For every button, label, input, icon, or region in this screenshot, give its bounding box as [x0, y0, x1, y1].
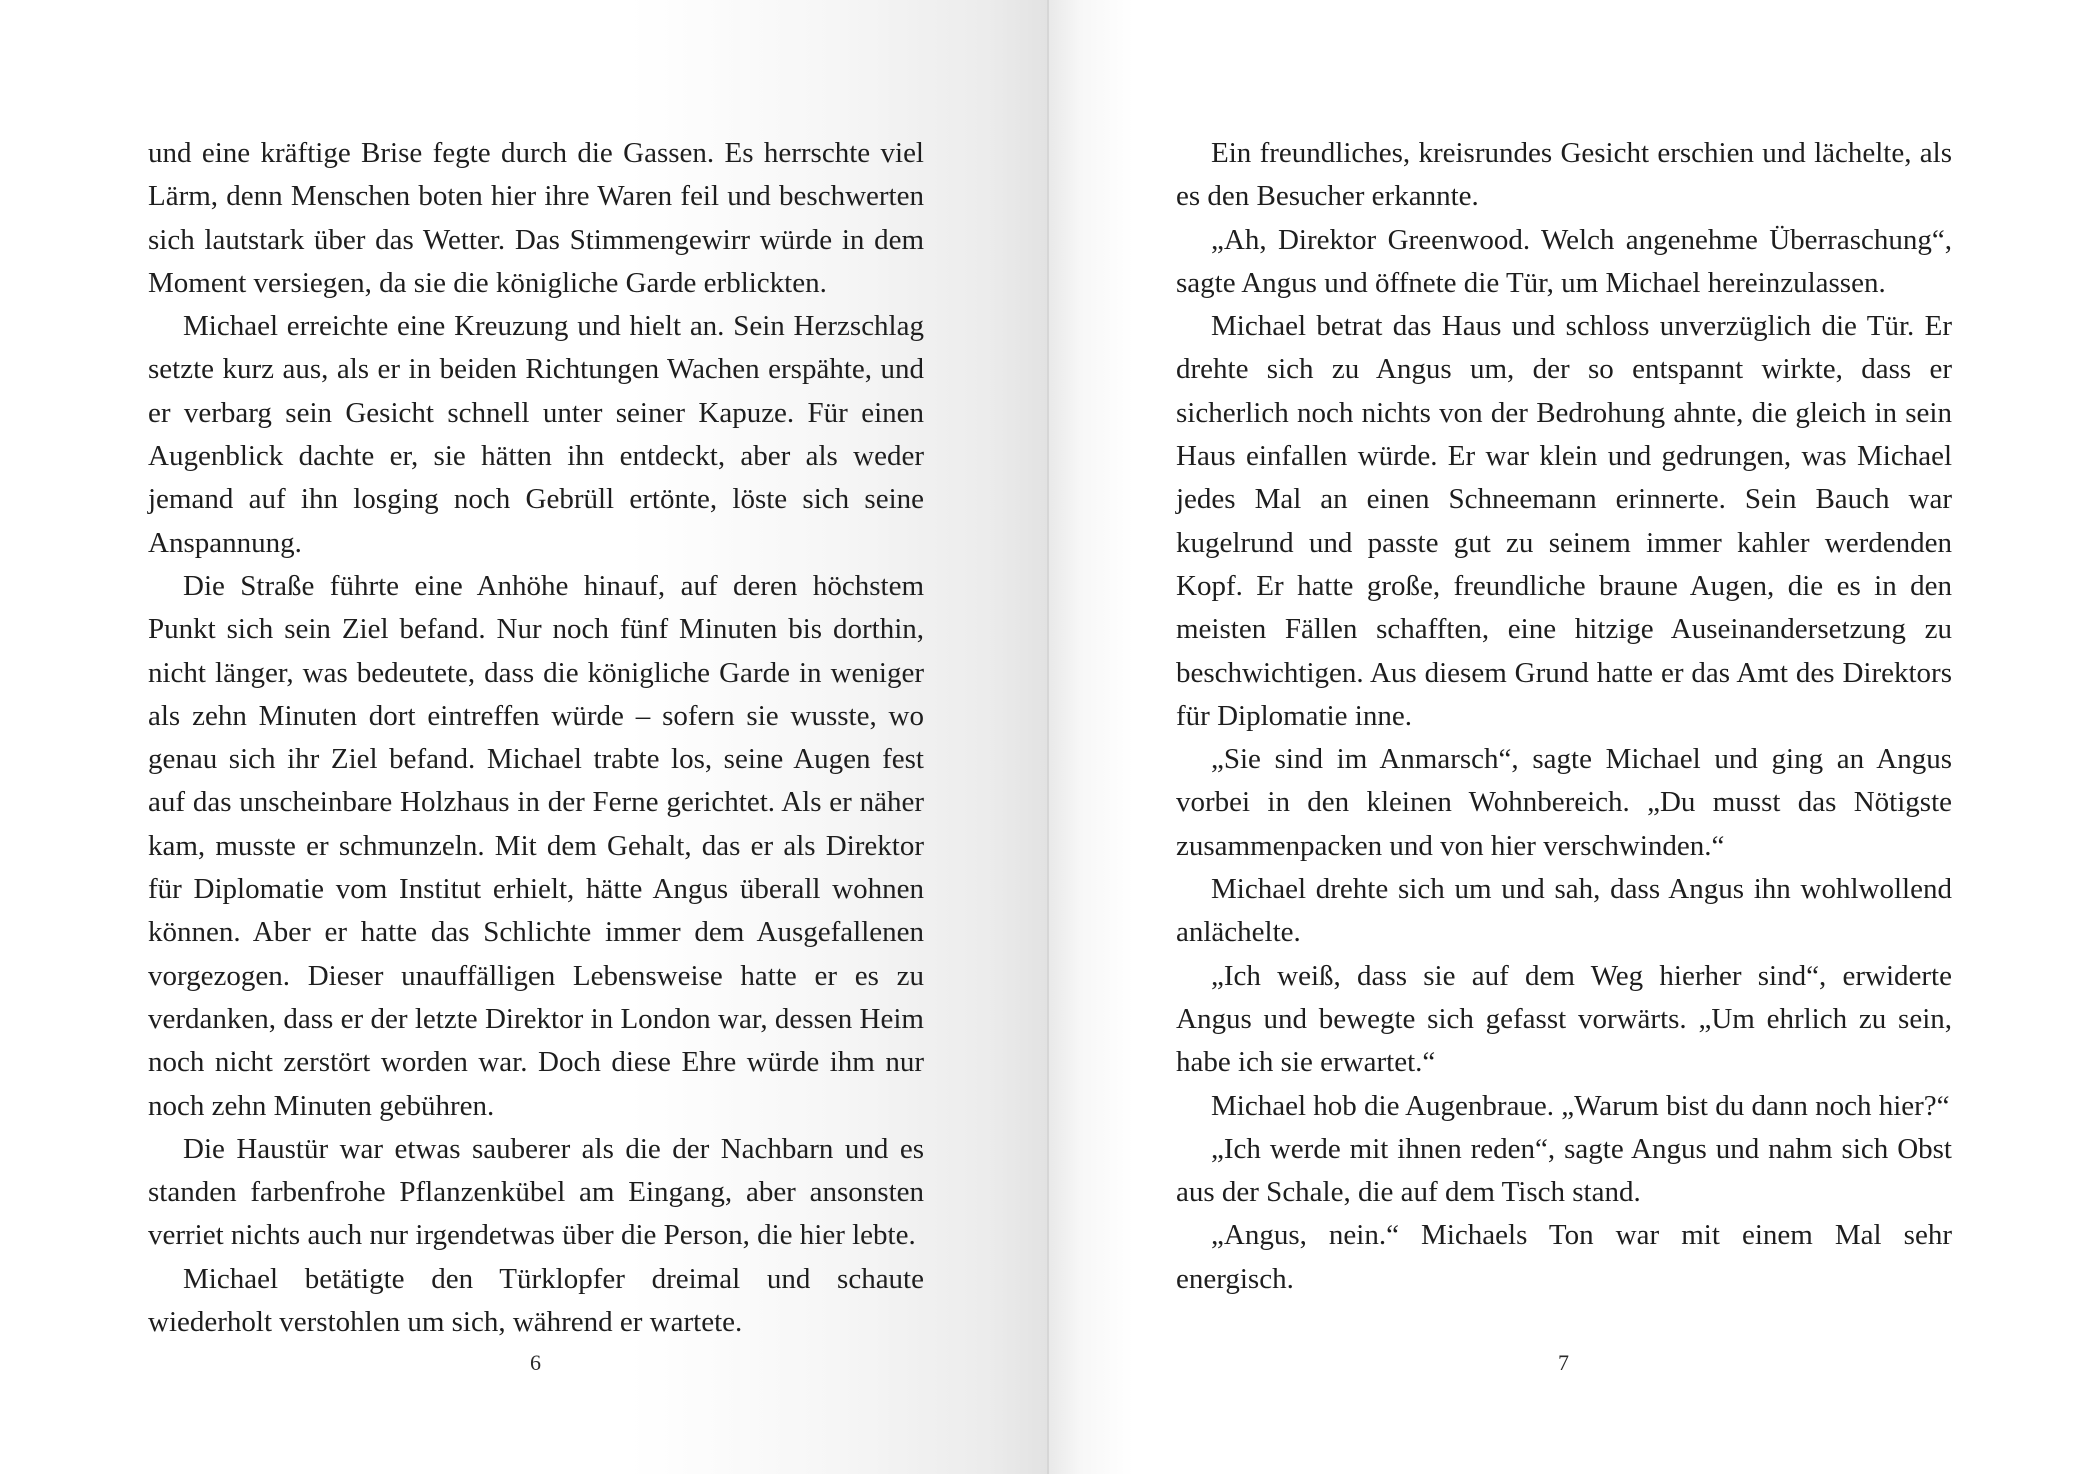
- paragraph: Die Straße führte eine Anhöhe hinauf, auf deren höchstem Punkt sich sein Ziel befand. Nur noch fünf Minuten bis dorthin, nicht länger, was bedeutete, dass die königliche Garde in weniger als zehn Minuten dort eintreffen würde – sofern sie wusste, wo genau sich ihr Ziel befand. Michael trabte los, seine Augen fest auf das unscheinbare Holzhaus in der Ferne gerichtet. Als er näher kam, musste er schmunzeln. Mit dem Gehalt, das er als Direktor für Diplomatie vom Institut erhielt, hätte Angus überall wohnen können. Aber er hatte das Schlichte immer dem Ausgefallenen vorgezogen. Dieser unauffälligen Lebensweise hatte er es zu verdanken, dass er der letzte Direktor in London war, dessen Heim noch nicht zerstört worden war. Doch diese Ehre würde ihm nur noch zehn Minuten gebühren.: [148, 569, 924, 1122]
- paragraph: und eine kräftige Brise fegte durch die Gassen. Es herrschte viel Lärm, denn Menschen boten hier ihre Waren feil und beschwerten sich lautstark über das Wetter. Das Stimmengewirr würde in dem Moment versiegen, da sie die königliche Garde erblickten.: [148, 137, 924, 299]
- page-number: 7: [1558, 1350, 1569, 1375]
- paragraph: Michael erreichte eine Kreuzung und hielt an. Sein Herzschlag setzte kurz aus, als er in beiden Richtungen Wachen erspähte, und er verbarg sein Gesicht schnell unter seiner Kapuze. Für einen Augenblick dachte er, sie hätten ihn entdeckt, aber als weder jemand auf ihn losging noch Gebrüll ertönte, löste sich seine Anspannung.: [148, 310, 924, 559]
- paragraph: Michael drehte sich um und sah, dass Angus ihn wohlwollend anlächelte.: [1176, 873, 1952, 949]
- paragraph: Michael betrat das Haus und schloss unverzüglich die Tür. Er drehte sich zu Angus um, der so entspannt wirkte, dass er sicherlich noch nichts von der Bedrohung ahnte, die gleich in sein Haus einfallen würde. Er war klein und gedrungen, was Michael jedes Mal an einen Schneemann erinnerte. Sein Bauch war kugelrund und passte gut zu seinem immer kahler werdenden Kopf. Er hatte große, freundliche braune Augen, die es in den meisten Fällen schafften, eine hitzige Auseinandersetzung zu beschwichtigen. Aus diesem Grund hatte er das Amt des Direktors für Diplomatie inne.: [1176, 310, 1952, 732]
- right-page: [1049, 0, 2100, 1474]
- left-page: [0, 0, 1049, 1474]
- paragraph: Die Haustür war etwas sauberer als die der Nachbarn und es standen farbenfrohe Pflanzenkübel am Eingang, aber ansonsten verriet nichts auch nur irgendetwas über die Person, die hier lebte.: [148, 1132, 924, 1252]
- right-page-text: [1176, 132, 1952, 1301]
- paragraph: „Ich weiß, dass sie auf dem Weg hierher sind“, erwiderte Angus und bewegte sich gefasst vorwärts. „Um ehrlich zu sein, habe ich sie erwartet.“: [1176, 959, 1952, 1079]
- paragraph: Michael betätigte den Türklopfer dreimal und schaute wiederholt verstohlen um sich, während er wartete.: [148, 1262, 924, 1339]
- paragraph: „Angus, nein.“ Michaels Ton war mit einem Mal sehr energisch.: [1176, 1219, 1952, 1295]
- paragraph: „Ah, Direktor Greenwood. Welch angenehme Überraschung“, sagte Angus und öffnete die Tür, um Michael hereinzulassen.: [1176, 223, 1952, 299]
- paragraph: „Sie sind im Anmarsch“, sagte Michael und ging an Angus vorbei in den kleinen Wohnbereich. „Du musst das Nötigste zusammenpacken und von hier verschwinden.“: [1176, 743, 1952, 862]
- page-number: 6: [530, 1350, 541, 1375]
- paragraph: Ein freundliches, kreisrundes Gesicht erschien und lächelte, als es den Besucher erkannte.: [1176, 137, 1952, 213]
- paragraph: Michael hob die Augenbraue. „Warum bist du dann noch hier?“: [1211, 1089, 1950, 1122]
- paragraph: „Ich werde mit ihnen reden“, sagte Angus und nahm sich Obst aus der Schale, die auf dem Tisch stand.: [1176, 1132, 1952, 1209]
- left-page-text: [148, 132, 924, 1344]
